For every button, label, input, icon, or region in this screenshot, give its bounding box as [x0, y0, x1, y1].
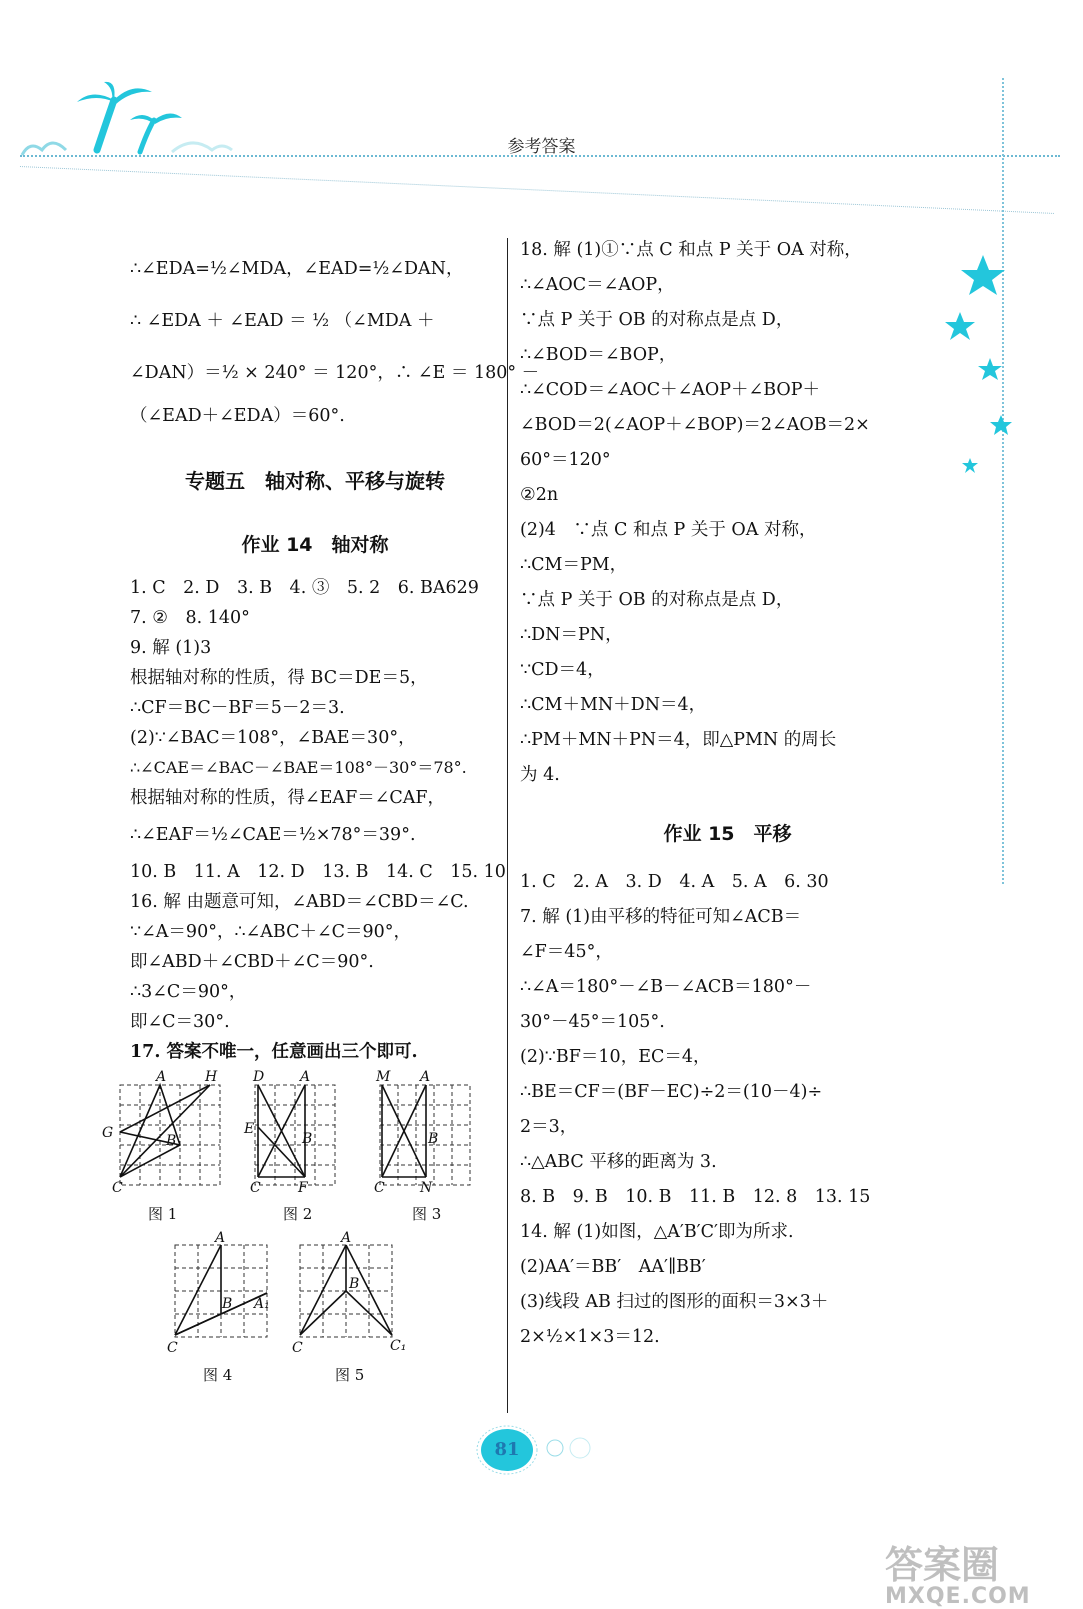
text-line: ∴ ∠EDA ＋ ∠EAD ＝ ½ （∠MDA ＋ — [130, 311, 435, 331]
text-line: ∴CM＝PM， — [520, 555, 628, 575]
right-column — [520, 233, 935, 1355]
header-divider — [20, 155, 1060, 157]
header-title: 参考答案 — [507, 137, 576, 157]
text-line: ②2n — [520, 485, 559, 505]
text-line: ∴CF＝BC－BF＝5－2＝3. — [130, 698, 345, 718]
text-line: 7. ② 8. 140° — [130, 608, 250, 628]
figure-label: 图 4 — [203, 1366, 233, 1384]
point-label: D — [253, 1069, 265, 1085]
column-divider — [507, 238, 508, 1413]
text-line: ∵∠A＝90°，∴∠ABC＋∠C＝90°， — [130, 922, 412, 942]
text-line: 即∠ABD＋∠CBD＋∠C＝90°. — [130, 952, 374, 972]
text-line: 1. C 2. A 3. D 4. A 5. A 6. 30 — [520, 872, 829, 892]
point-label: C — [374, 1180, 385, 1196]
watermark-url: MXQE.COM — [885, 1584, 1031, 1609]
text-line: 17. 答案不唯一，任意画出三个即可. — [130, 1042, 418, 1062]
text-line: 60°＝120° — [520, 450, 611, 470]
text-line: ∴PM＋MN＋PN＝4，即△PMN 的周长 — [520, 730, 837, 750]
point-label: A — [156, 1069, 167, 1085]
text-line: ∴∠EDA=½∠MDA，∠EAD=½∠DAN， — [130, 259, 464, 279]
text-line: ∴∠AOC＝∠AOP， — [520, 275, 675, 295]
text-line: 7. 解 (1)由平移的特征可知∠ACB＝ — [520, 907, 802, 927]
star-icons — [945, 250, 1015, 484]
point-label: C₁ — [390, 1338, 407, 1354]
text-line: 2＝3， — [520, 1117, 578, 1137]
text-line: ∵CD＝4， — [520, 660, 605, 680]
text-line: (2)4 ∵点 C 和点 P 关于 OA 对称， — [520, 520, 817, 540]
point-label: F — [298, 1180, 308, 1196]
text-line: ∴∠EAF＝½∠CAE＝½×78°＝39°. — [130, 825, 416, 845]
watermark-logo: 答案圈 — [885, 1543, 1000, 1587]
point-label: B — [222, 1296, 233, 1312]
point-label: A — [300, 1069, 311, 1085]
text-line: 30°－45°＝105°. — [520, 1012, 665, 1032]
header-divider-slant — [20, 166, 1054, 214]
point-label: C — [250, 1180, 261, 1196]
text-line: (2)AA′＝BB′ AA′∥BB′ — [520, 1257, 706, 1277]
page-number: 81 — [494, 1439, 520, 1460]
text-line: (2)∵∠BAC＝108°，∠BAE＝30°， — [130, 728, 416, 748]
text-line: ∠DAN）＝½ × 240° ＝ 120°，∴ ∠E ＝ 180° － — [130, 363, 540, 383]
point-label: N — [420, 1180, 433, 1196]
text-line: ∵点 P 关于 OB 的对称点是点 D， — [520, 590, 794, 610]
figure-label: 图 5 — [335, 1366, 365, 1384]
text-line: 即∠C＝30°. — [130, 1012, 230, 1032]
text-line: 根据轴对称的性质，得∠EAF＝∠CAF， — [130, 788, 446, 808]
point-label: B — [428, 1131, 439, 1147]
text-line: 8. B 9. B 10. B 11. B 12. 8 13. 15 — [520, 1187, 871, 1207]
text-line: （∠EAD＋∠EDA）＝60°. — [130, 406, 345, 426]
text-line: ∴BE＝CF＝(BF－EC)÷2＝(10－4)÷ — [520, 1082, 823, 1102]
point-label: B — [349, 1276, 360, 1292]
point-label: A — [420, 1069, 431, 1085]
point-label: B — [166, 1133, 177, 1149]
point-label: B — [302, 1131, 313, 1147]
text-line: ∴CM＋MN＋DN＝4， — [520, 695, 707, 715]
point-label: C — [167, 1340, 178, 1356]
watermark — [885, 1545, 1031, 1609]
page-number-badge — [480, 1428, 610, 1478]
point-label: C — [112, 1180, 123, 1196]
text-line: 10. B 11. A 12. D 13. B 14. C 15. 10 — [130, 862, 506, 882]
point-label: H — [205, 1069, 218, 1085]
figure-label: 图 2 — [283, 1205, 313, 1223]
text-line: 为 4. — [520, 765, 560, 785]
text-line: ∴∠COD＝∠AOC＋∠AOP＋∠BOP＋ — [520, 380, 820, 400]
figure-label: 图 1 — [148, 1205, 178, 1223]
point-label: E — [244, 1121, 255, 1137]
point-label: M — [376, 1069, 391, 1085]
text-line: ∴3∠C＝90°， — [130, 982, 247, 1002]
text-line: ∴∠CAE＝∠BAC－∠BAE＝108°－30°＝78°. — [130, 758, 467, 777]
point-label: G — [102, 1125, 114, 1141]
point-label: A₁ — [254, 1296, 270, 1312]
point-label: A — [341, 1230, 352, 1246]
text-line: ∴DN＝PN， — [520, 625, 623, 645]
text-line: (3)线段 AB 扫过的图形的面积＝3×3＋ — [520, 1292, 829, 1312]
figure-label: 图 3 — [412, 1205, 442, 1223]
text-line: ∠F＝45°， — [520, 942, 613, 962]
text-line: ∠BOD＝2(∠AOP＋∠BOP)＝2∠AOB＝2× — [520, 415, 870, 435]
homework-heading: 作业 14 轴对称 — [241, 534, 389, 556]
homework-heading: 作业 15 平移 — [663, 823, 792, 845]
point-label: A — [215, 1230, 226, 1246]
text-line: 根据轴对称的性质，得 BC＝DE＝5， — [130, 668, 428, 688]
text-line: ∴∠BOD＝∠BOP， — [520, 345, 677, 365]
section-heading: 专题五 轴对称、平移与旋转 — [185, 469, 445, 493]
text-line: 9. 解 (1)3 — [130, 638, 212, 658]
text-line: ∵点 P 关于 OB 的对称点是点 D， — [520, 310, 794, 330]
point-label: C — [292, 1340, 303, 1356]
text-line: ∴△ABC 平移的距离为 3. — [520, 1152, 717, 1172]
text-line: 14. 解 (1)如图，△A′B′C′即为所求. — [520, 1222, 794, 1242]
text-line: 18. 解 (1)①∵点 C 和点 P 关于 OA 对称， — [520, 240, 862, 260]
text-line: 16. 解 由题意可知，∠ABD＝∠CBD＝∠C. — [130, 892, 469, 912]
grid-figures-row2 — [160, 1230, 430, 1365]
text-line: 1. C 2. D 3. B 4. ③ 5. 2 6. BA629 — [130, 578, 479, 598]
text-line: (2)∵BF＝10，EC＝4， — [520, 1047, 711, 1067]
text-line: ∴∠A＝180°－∠B－∠ACB＝180°－ — [520, 977, 812, 997]
text-line: 2×½×1×3＝12. — [520, 1327, 660, 1347]
